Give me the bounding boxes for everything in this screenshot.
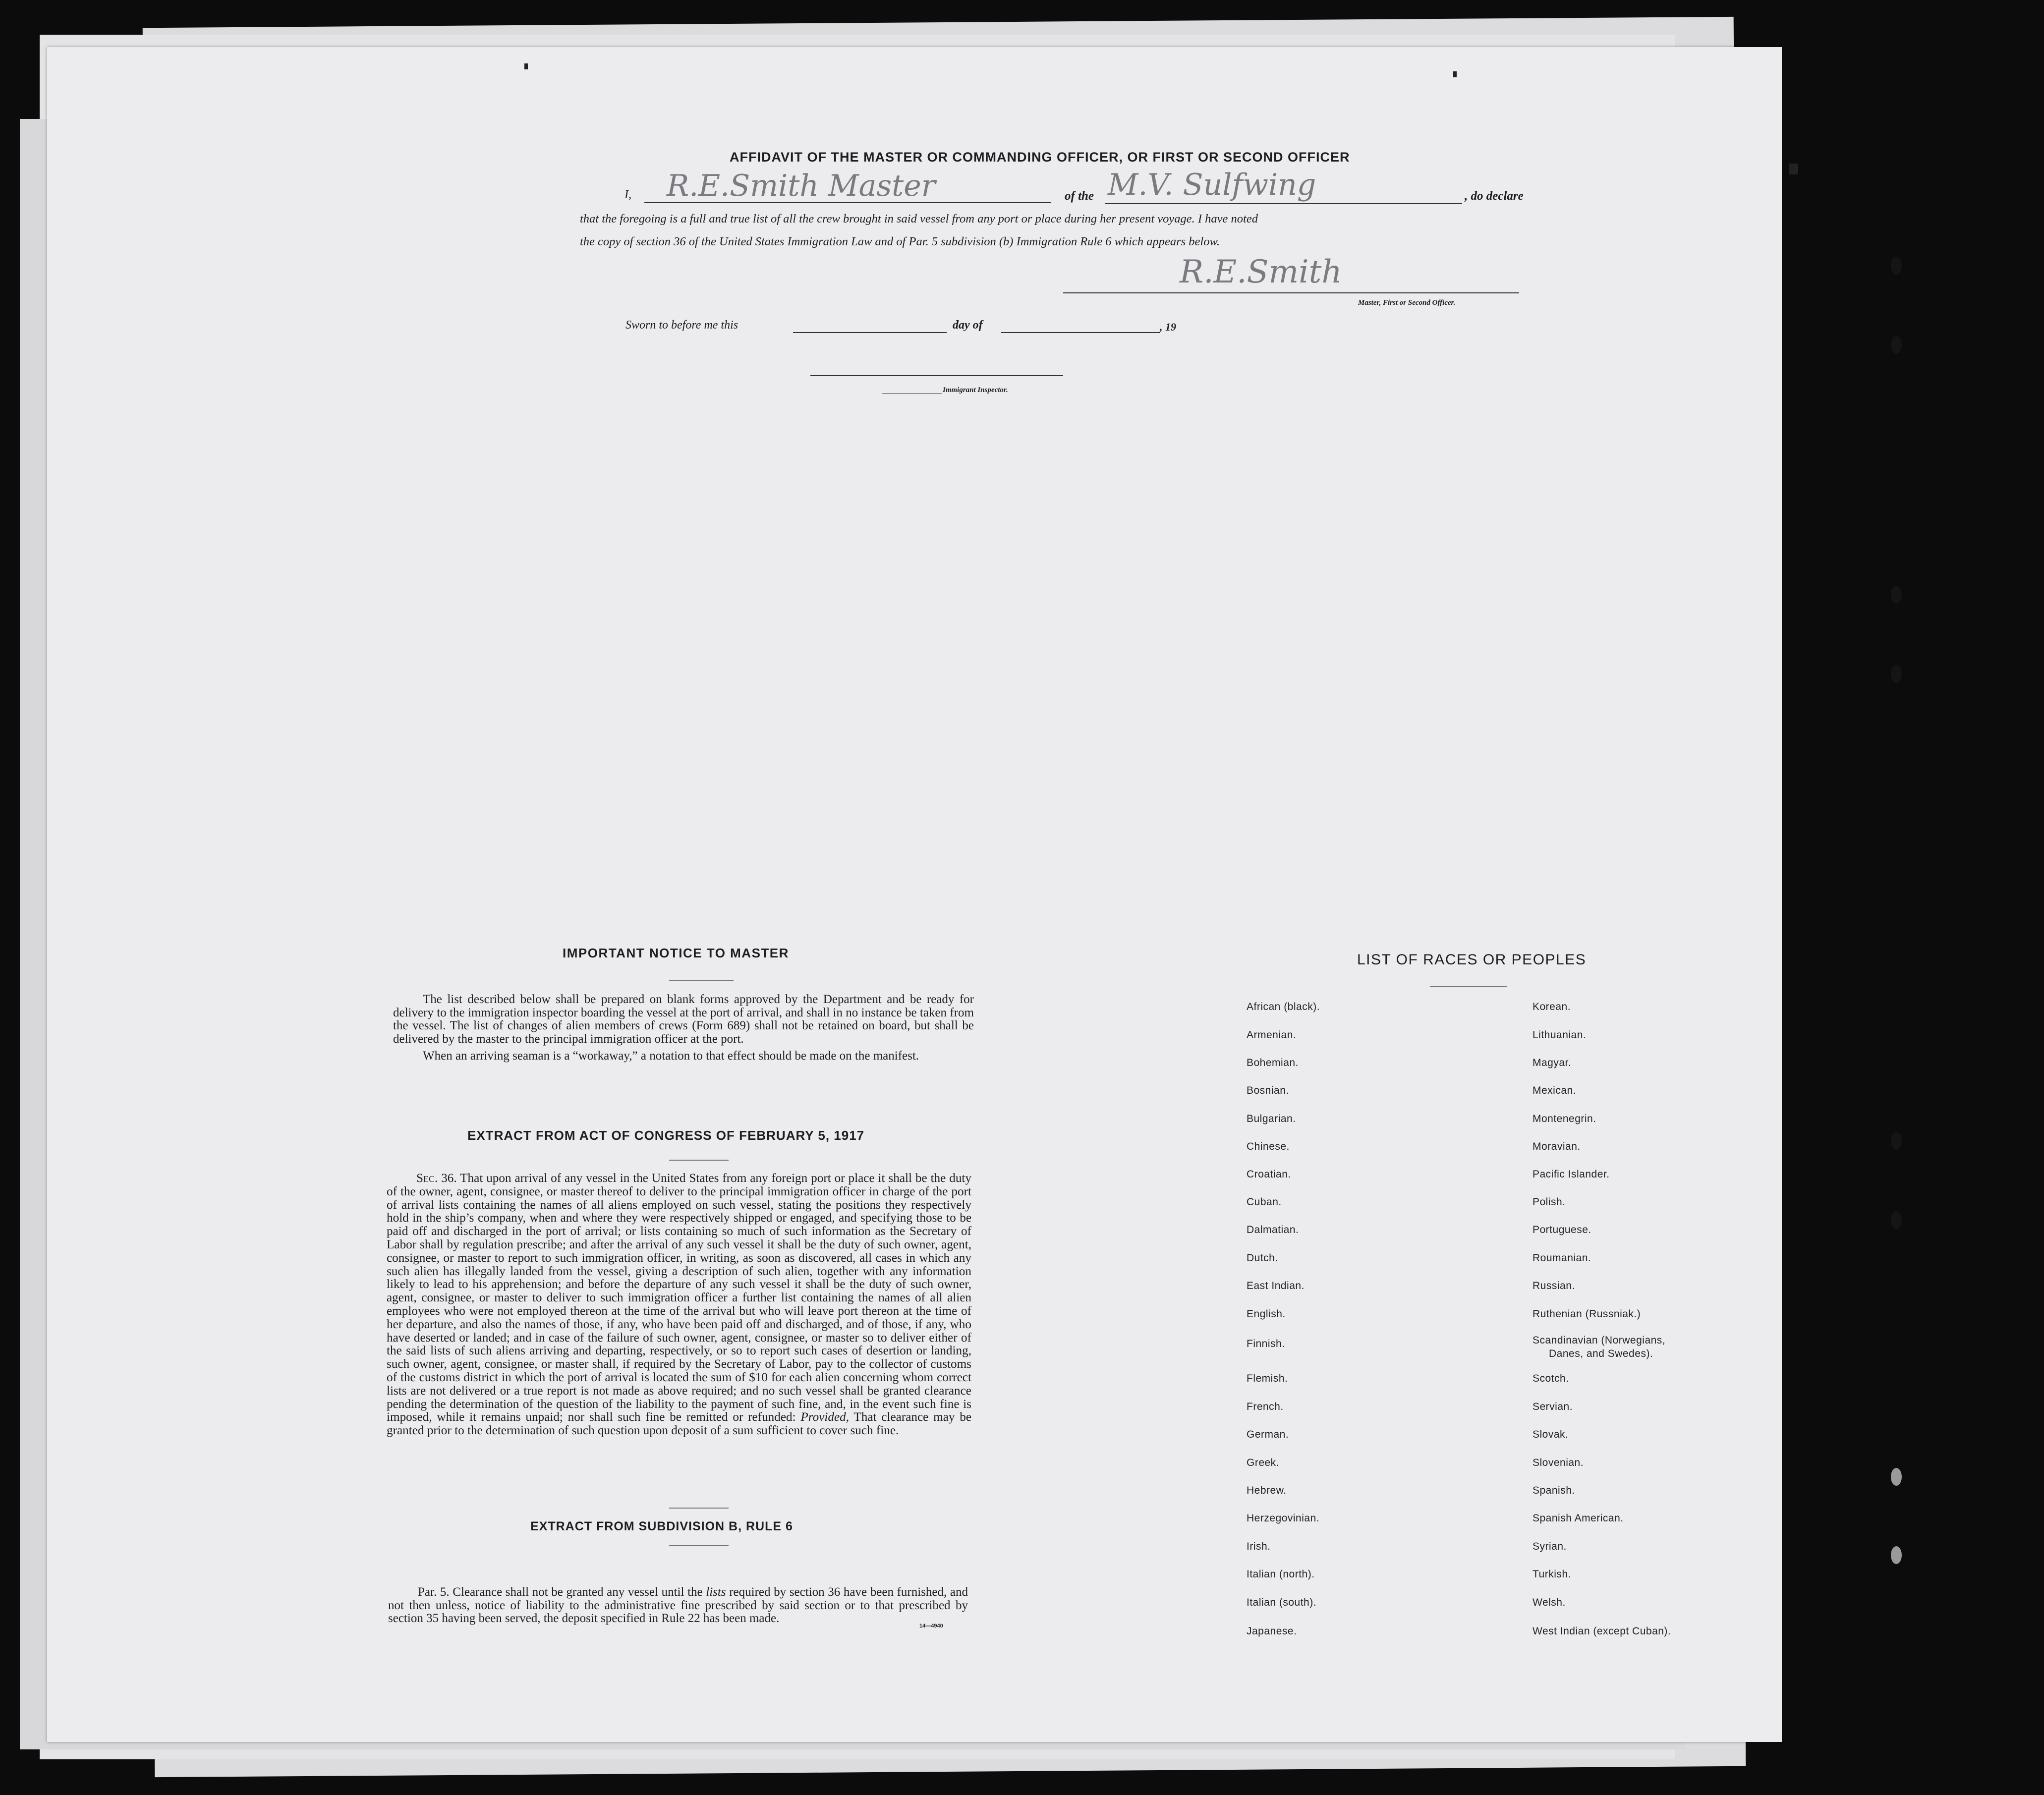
- affidavit-title: AFFIDAVIT OF THE MASTER OR COMMANDING OFFICER, OR FIRST OR SECOND OFFICER: [730, 150, 1350, 165]
- race-item: Italian (north).: [1247, 1569, 1315, 1580]
- race-item: Dutch.: [1247, 1252, 1278, 1264]
- section-36-paragraph: [387, 1172, 971, 1438]
- par-5-text-a: Par. 5. Clearance shall not be granted any vessel until the: [418, 1585, 703, 1599]
- race-item: Syrian.: [1533, 1541, 1567, 1552]
- vessel-line: [1105, 203, 1462, 204]
- race-item: Moravian.: [1533, 1141, 1581, 1152]
- punch-hole: [1891, 1468, 1902, 1486]
- race-item: Slovak.: [1533, 1429, 1569, 1440]
- declarant-signature: R.E.Smith Master: [667, 168, 936, 203]
- par-5-text-b: required by section 36 have been furnished, and not then unless, notice of liability to the administrative fine prescribed by said section or to that prescribed by section 35 having been served, the deposit specified in Rule 22 has been made.: [388, 1585, 968, 1625]
- declaration-text-line3: the copy of section 36 of the United States Immigration Law and of Par. 5 subdivision (b) Immigration Rule 6 which appears below.: [580, 235, 1220, 248]
- race-item: Japanese.: [1247, 1626, 1297, 1637]
- race-item: Cuban.: [1247, 1196, 1282, 1208]
- punch-hole: [1891, 336, 1902, 354]
- race-item: Danes, and Swedes).: [1549, 1348, 1653, 1359]
- notice-paragraph-2: When an arriving seaman is a “workaway,” a notation to that effect should be made on the manifest.: [423, 1049, 919, 1063]
- race-item: Herzegovinian.: [1247, 1513, 1320, 1524]
- punch-hole: [1891, 665, 1902, 683]
- race-item: Ruthenian (Russniak.): [1533, 1308, 1641, 1320]
- vessel-name-handwritten: M.V. Sulfwing: [1108, 168, 1316, 202]
- race-item: Italian (south).: [1247, 1597, 1317, 1608]
- race-item: Roumanian.: [1533, 1252, 1591, 1264]
- affidavit-do-declare: , do declare: [1465, 189, 1524, 203]
- extract-act-body: [387, 1172, 971, 1438]
- race-item: Dalmatian.: [1247, 1224, 1299, 1235]
- divider: [669, 980, 734, 981]
- races-title: LIST OF RACES OR PEOPLES: [1357, 952, 1587, 968]
- race-item: African (black).: [1247, 1001, 1320, 1012]
- divider: [669, 1160, 729, 1161]
- race-item: Finnish.: [1247, 1338, 1285, 1349]
- divider: [669, 1545, 729, 1546]
- signature-line: [1063, 292, 1519, 293]
- declaration-text-line2: that the foregoing is a full and true list of all the crew brought in said vessel from any port or place during her present voyage. I have noted: [580, 212, 1258, 225]
- race-item: Spanish American.: [1533, 1513, 1624, 1524]
- par-5-paragraph: [388, 1586, 968, 1626]
- year-prefix: , 19: [1160, 321, 1176, 333]
- race-item: Magyar.: [1533, 1057, 1572, 1068]
- race-item: Pacific Islander.: [1533, 1169, 1610, 1180]
- notice-title: IMPORTANT NOTICE TO MASTER: [563, 946, 789, 960]
- notice-paragraph-1: The list described below shall be prepared on blank forms approved by the Department and be ready for delivery to the immigration inspector boarding the vessel at the port of arrival, and shall in no instance be taken from the vessel. The list of changes of alien members of crews (Form 689) shall not be retained on board, but shall be delivered by the master to the principal immigration officer at the port.: [393, 993, 974, 1046]
- race-item: Servian.: [1533, 1401, 1573, 1412]
- race-item: Portuguese.: [1533, 1224, 1591, 1235]
- sworn-to-label: Sworn to before me this: [625, 319, 738, 332]
- race-item: Spanish.: [1533, 1485, 1575, 1496]
- section-36-text: That upon arrival of any vessel in the United States from any foreign port or place it shall be the duty of the owner, agent, consignee, or master thereof to deliver to the principal immigration officer in charge of the port of arrival lists containing the names of all aliens employed on such vessel, stating the positions they respectively hold in the ship’s company, when and where they were respectively shipped or engaged, and specifying those to be paid off and discharged in the port of arrival; or lists containing so much of such information as the Secretary of Labor shall by regulation prescribe; and after the arrival of any such vessel it shall be the duty of such owner, agent, consignee, or master to report to such immigration officer, in writing, as soon as discovered, all cases in which any such alien has illegally landed from the vessel, giving a description of such alien, together with any information likely to lead to his apprehension; and before the departure of any such vessel it shall be the duty of such owner, agent, consignee, or master to deliver to such immigration officer a further list containing the names of all alien employees who were not employed thereon at the time of the arrival but who will leave port thereon at the time of her departure, and also the names of those, if any, who have been paid off and discharged, and of those, if any, who have deserted or landed; and in case of the failure of such owner, agent, consignee, or master so to deliver either of the said lists of such aliens arriving and departing, respectively, or so to report such cases of desertion or landing, such owner, agent, consignee, or master shall, if required by the Secretary of Labor, pay to the collector of customs of the customs district in which the port of arrival is located the sum of $10 for each alien concerning whom correct lists are not delivered or a true report is not made as above required; and no such vessel shall be granted clearance pending the determination of the question of the liability to the payment of such fine, and, in the event such fine is imposed, while it remains unpaid; nor shall such fine be remitted or refunded:: [387, 1172, 972, 1424]
- race-item: Slovenian.: [1533, 1457, 1584, 1468]
- race-item: English.: [1247, 1308, 1286, 1320]
- day-of-label: day of: [953, 319, 983, 332]
- extract-rule-title: EXTRACT FROM SUBDIVISION B, RULE 6: [530, 1519, 793, 1533]
- section-36-text-end: That clearance may be granted prior to the determination of such question upon deposit of a sum sufficient to cover such fine.: [387, 1410, 972, 1438]
- race-item: Russian.: [1533, 1280, 1575, 1291]
- section-label: Sec. 36.: [416, 1172, 457, 1185]
- race-item: Croatian.: [1247, 1169, 1291, 1180]
- race-item: Irish.: [1247, 1541, 1271, 1552]
- race-item: Armenian.: [1247, 1029, 1297, 1041]
- race-item: Hebrew.: [1247, 1485, 1287, 1496]
- extract-rule-body: [388, 1586, 968, 1626]
- punch-hole: [1891, 257, 1902, 275]
- provided-word: Provided,: [800, 1410, 850, 1424]
- race-item: Polish.: [1533, 1196, 1566, 1208]
- punch-hole: [1891, 586, 1902, 604]
- race-item: Montenegrin.: [1533, 1113, 1596, 1124]
- punch-hole: [1891, 1546, 1902, 1564]
- tack-mark: [1789, 164, 1798, 174]
- extract-act-title: EXTRACT FROM ACT OF CONGRESS OF FEBRUARY 5, 1917: [467, 1128, 865, 1143]
- race-item: Welsh.: [1533, 1597, 1566, 1608]
- sworn-month-line: [1001, 332, 1160, 333]
- punch-hole: [1891, 1132, 1902, 1150]
- race-item: Bohemian.: [1247, 1057, 1299, 1068]
- signature-caption: Master, First or Second Officer.: [1358, 299, 1456, 307]
- affidavit-of-the: of the: [1065, 189, 1094, 203]
- affidavit-i-prefix: I,: [625, 188, 631, 201]
- lists-word: lists: [706, 1585, 726, 1599]
- race-item: French.: [1247, 1401, 1284, 1412]
- notice-body: [393, 993, 974, 1063]
- race-item: Chinese.: [1247, 1141, 1290, 1152]
- inspector-caption: Immigrant Inspector.: [943, 386, 1008, 394]
- race-item: Bosnian.: [1247, 1085, 1289, 1096]
- race-item: Scandinavian (Norwegians,: [1533, 1335, 1666, 1346]
- inspector-signature-line: [810, 375, 1063, 376]
- divider: [1430, 986, 1507, 987]
- sworn-day-line: [793, 332, 947, 333]
- race-item: Greek.: [1247, 1457, 1280, 1468]
- manifest-back-page: [47, 47, 1782, 1742]
- master-signature: R.E.Smith: [1180, 254, 1342, 290]
- race-item: Turkish.: [1533, 1569, 1571, 1580]
- race-item: Scotch.: [1533, 1373, 1569, 1384]
- race-item: West Indian (except Cuban).: [1533, 1626, 1671, 1637]
- tack-mark: [524, 63, 528, 69]
- race-item: Bulgarian.: [1247, 1113, 1296, 1124]
- divider: [669, 1508, 729, 1509]
- form-number: 14—4940: [919, 1623, 943, 1629]
- race-item: East Indian.: [1247, 1280, 1305, 1291]
- race-item: Korean.: [1533, 1001, 1571, 1012]
- race-item: Lithuanian.: [1533, 1029, 1587, 1041]
- race-item: Mexican.: [1533, 1085, 1577, 1096]
- punch-hole: [1891, 1211, 1902, 1229]
- race-item: German.: [1247, 1429, 1289, 1440]
- race-item: Flemish.: [1247, 1373, 1288, 1384]
- tack-mark: [1453, 71, 1457, 77]
